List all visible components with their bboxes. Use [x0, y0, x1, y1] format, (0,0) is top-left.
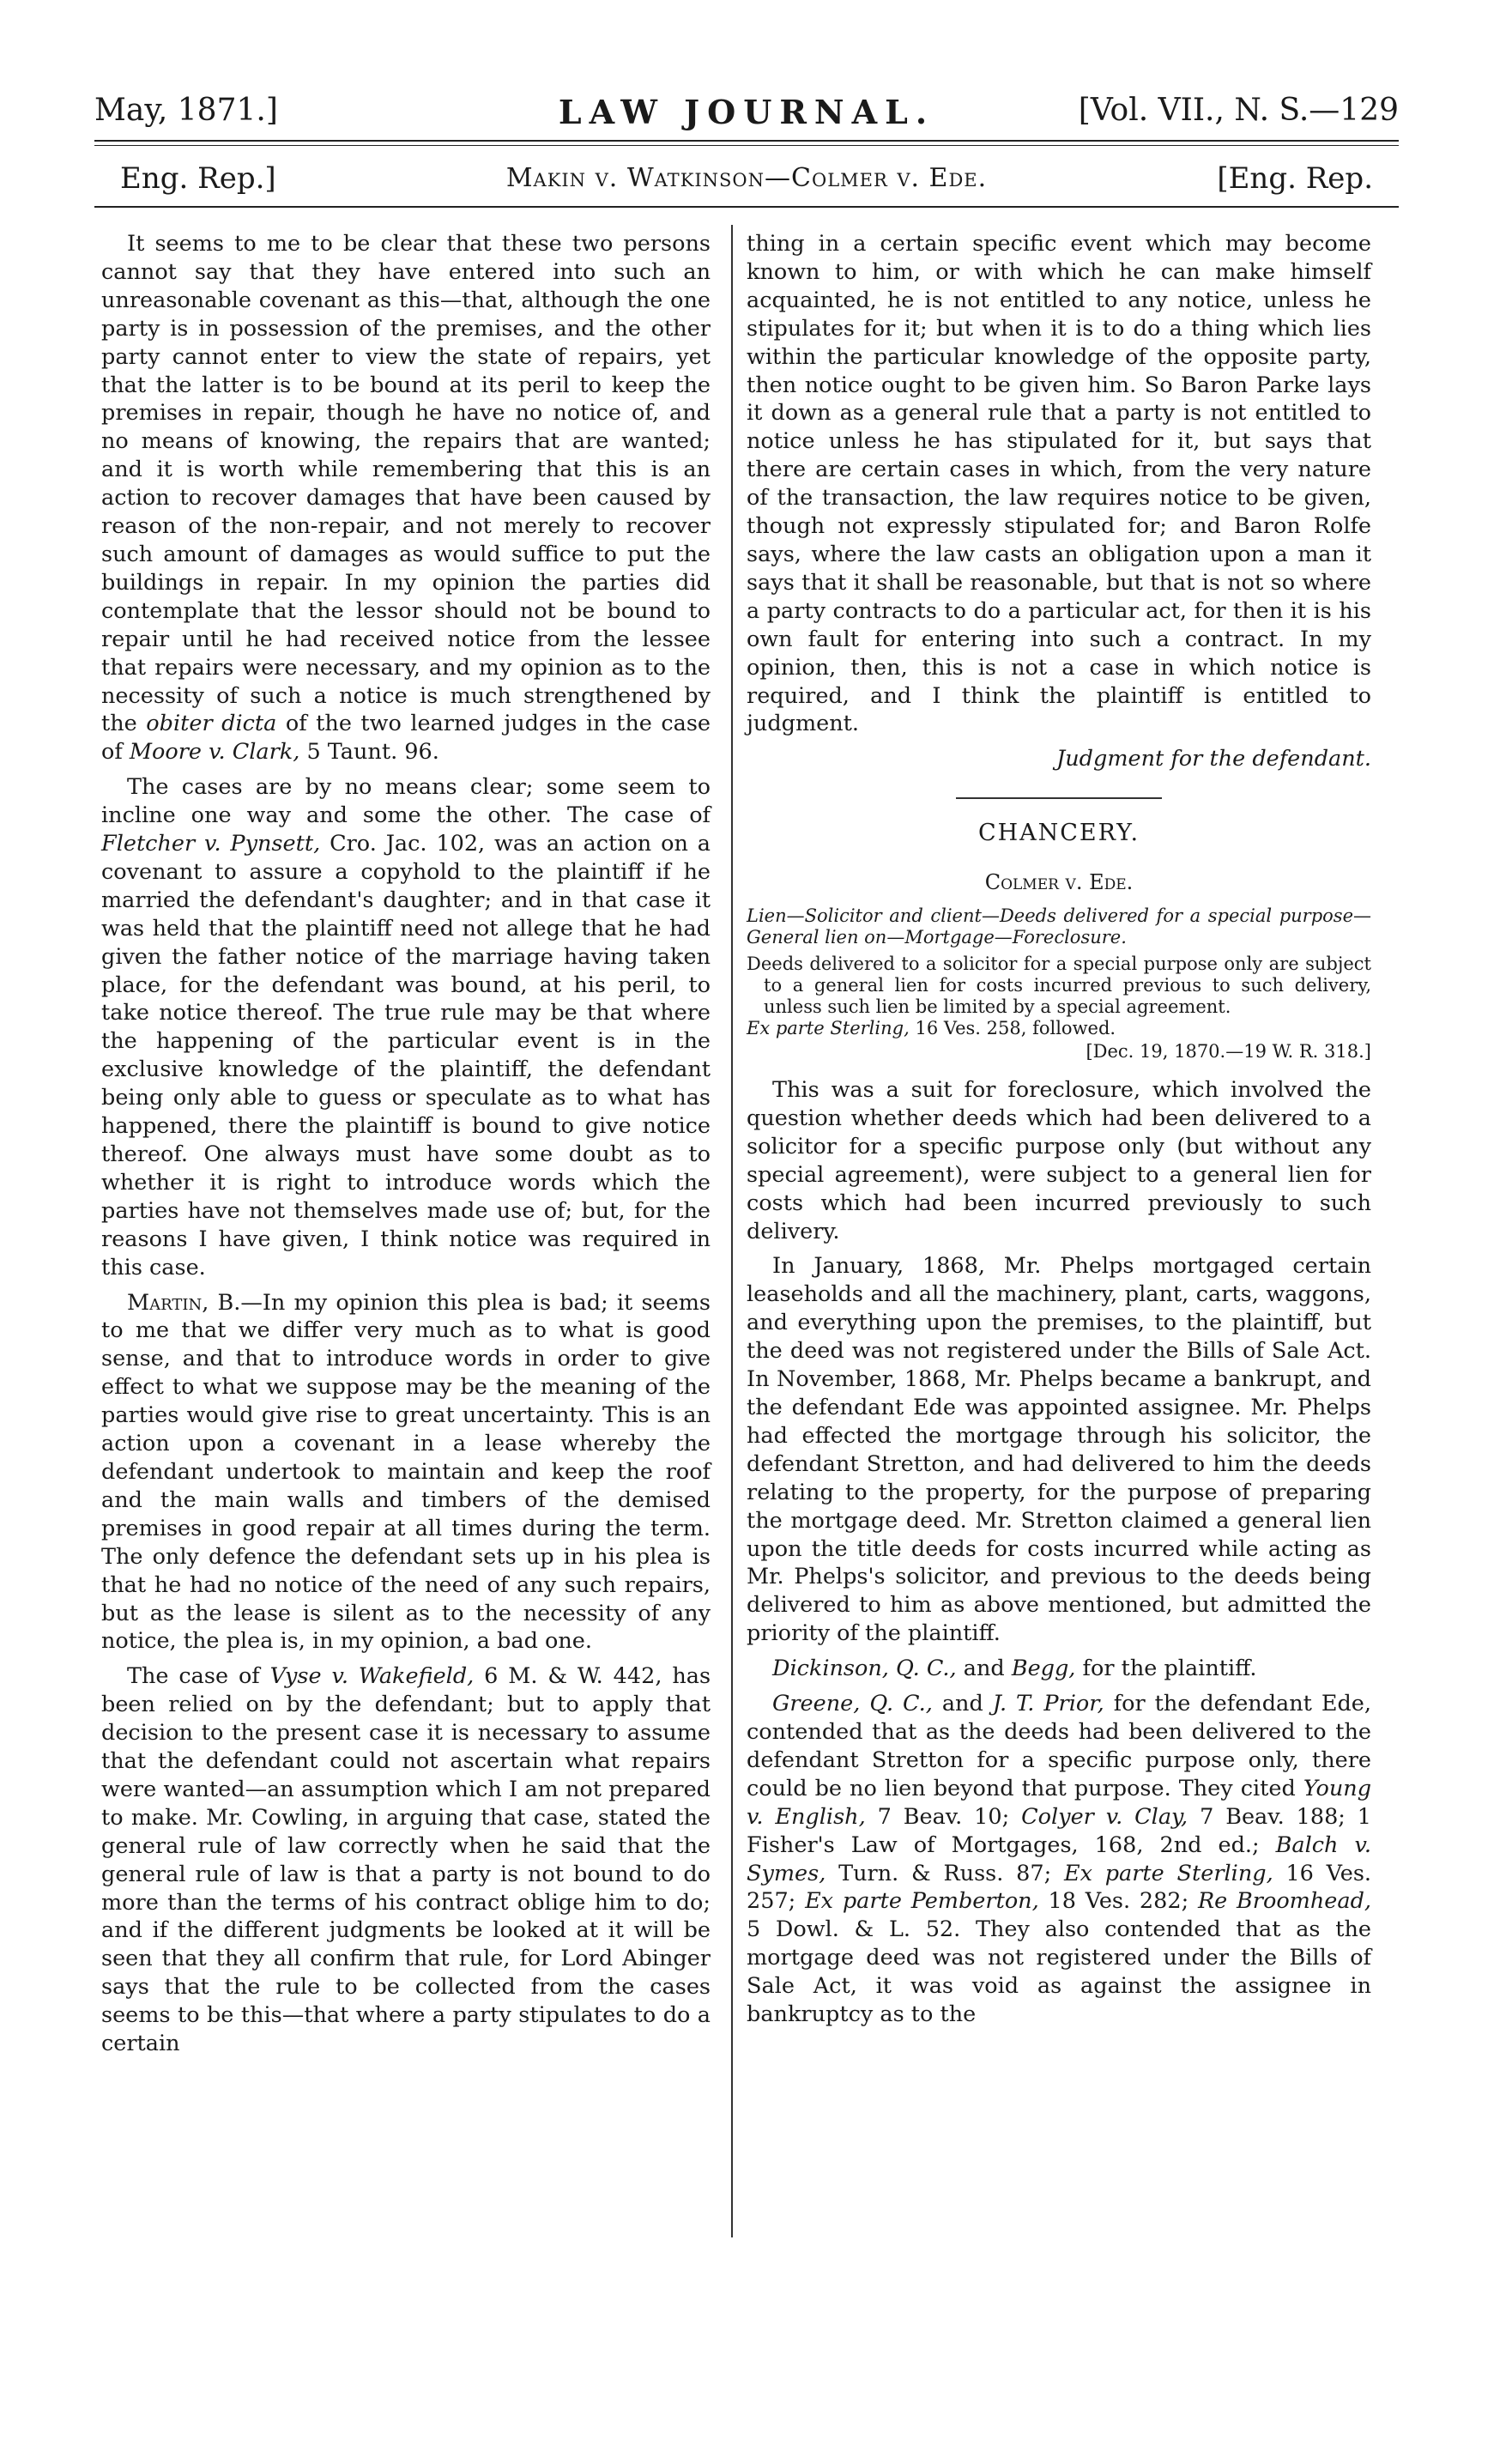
column-divider [731, 225, 733, 2237]
case-name-colyer: Colyer v. Clay, [1021, 1803, 1188, 1830]
counsel-dickinson: Dickinson, Q. C., [772, 1656, 957, 1682]
section-title-chancery: CHANCERY. [977, 820, 1140, 847]
headnote-body: Deeds delivered to a solicitor for a special purpose only are subject to a general lien for costs incurred previous to such delivery, unless such lien be limited by a special agreement. Ex parte Sterling, 16 Ves. 258, followed. [747, 954, 1371, 1039]
running-head-title: LAW JOURNAL. [558, 93, 935, 131]
right-paragraph-4: Dickinson, Q. C., and Begg, for the plaintiff. [772, 1656, 1257, 1682]
left-paragraph-3: Martin, B.—In my opinion this plea is bad; it seems to me that we differ very much as to what is good sense, and that to introduce words in order to give effect to what we suppose may be the meaning of the parties would give rise to great uncertainty. This is an action upon a covenant in a lease whereby the defendant undertook to maintain and keep the roof and the main walls and timbers of the demised premises in good repair at all times during the term. The only defence the defendant sets up in his plea is that he had no notice of the need of any such repairs, but as the lease is silent as to the necessity of any notice, the plea is, in my opinion, a bad one. [101, 1289, 711, 1655]
obiter-dicta: obiter dicta [146, 711, 277, 737]
case-name-broomhead: Re Broomhead, [1197, 1888, 1372, 1915]
right-column [747, 230, 1371, 2036]
left-paragraph-1: It seems to me to be clear that these two persons cannot say that they have entered into such an unreasonable covenant as this—that, although the one party is in possession of the premises, and the other party cannot enter to view the state of repairs, yet that the latter is to be bound at its peril to keep the premises in repair, though he have no notice of, and no means of knowing, the repairs that are wanted; and it is worth while remembering that this is an action to recover damages that have been caused by reason of the non-repair, and not merely to recover such amount of damages as would suffice to put the buildings in repair. In my opinion the parties did contemplate that the lessor should not be bound to repair until he had received notice from the lessee that repairs were necessary, and my opinion as to the necessity of such a notice is much strengthened by the obiter dicta of the two learned judges in the case of Moore v. Clark, 5 Taunt. 96. [101, 231, 711, 766]
right-paragraph-3: In January, 1868, Mr. Phelps mortgaged certain leaseholds and all the machinery, plant, carts, waggons, and everything upon the premises, to the plaintiff, but the deed was not registered under the Bills of Sale Act. In November, 1868, Mr. Phelps became a bankrupt, and the defendant Ede was appointed assignee. Mr. Phelps had effected the mortgage through his solicitor, the defendant Stretton, and had delivered to him the deeds relating to the property, for the purpose of preparing the mortgage deed. Mr. Stretton claimed a general lien upon the title deeds for costs incurred while acting as Mr. Phelps's solicitor, and previous to the deeds being delivered to him as above mentioned, but admitted the priority of the plaintiff. [747, 1253, 1371, 1647]
header-rule-thick [94, 140, 1399, 142]
subhead-rule [94, 206, 1399, 208]
section-divider [956, 797, 1162, 799]
headnote-catchwords: Lien—Solicitor and client—Deeds delivered for a special purpose—General lien on—Mortgage—Foreclosure. [747, 905, 1371, 948]
running-head [94, 93, 1399, 136]
left-paragraph-2: The cases are by no means clear; some seem to incline one way and some the other. The case of Fletcher v. Pynsett, Cro. Jac. 102, was an action on a covenant to assure a copyhold to the plaintiff if he married the defendant's daughter; and in that case it was held that the plaintiff need not allege that he had given the father notice of the marriage having taken place, for the defendant was bound, at his peril, to take notice thereof. The true rule may be that where the happening of the particular event is in the exclusive knowledge of the plaintiff, the defendant being only able to guess or speculate as to what has happened, there the plaintiff is bound to give notice thereof. One always must have some doubt as to whether it is right to introduce words which the parties have not themselves made use of; but, for the reasons I have given, I think notice was required in this case. [101, 774, 711, 1280]
case-name-sterling: Ex parte Sterling, [1063, 1860, 1273, 1886]
case-citation: [Dec. 19, 1870.—19 W. R. 318.] [1086, 1041, 1371, 1063]
case-name-balch: Balch v. Symes, [747, 1831, 1371, 1886]
case-name-vyse: Vyse v. Wakefield, [269, 1663, 475, 1690]
subhead-report-left: Eng. Rep.] [120, 161, 276, 196]
left-paragraph-4: The case of Vyse v. Wakefield, 6 M. & W. 442, has been relied on by the defendant; but to apply that decision to the present case it is necessary to assume that the defendant could not ascertain what repairs were wanted—an assumption which I am not prepared to make. Mr. Cowling, in arguing that case, stated the general rule of law correctly when he said that the general rule of law is that a party is not bound to do more than the terms of his contract oblige him to do; and if the different judgments be looked at it will be seen that they all confirm that rule, for Lord Abinger says that the rule to be collected from the cases seems to be this—that where a party stipulates to do a certain [101, 1663, 711, 2057]
case-name-young: Young v. English, [747, 1775, 1372, 1830]
left-column [101, 230, 711, 2065]
running-head-volume: [Vol. VII., N. S.—129 [1078, 93, 1399, 128]
case-name-pemberton: Ex parte Pemberton, [805, 1888, 1039, 1915]
case-name-fletcher: Fletcher v. Pynsett, [101, 831, 321, 857]
case-name-moore: Moore v. Clark, [129, 739, 300, 766]
case-subhead [120, 161, 1373, 199]
subhead-case-names: Makin v. Watkinson—Colmer v. Ede. [505, 163, 988, 193]
right-paragraph-1: thing in a certain specific event which may become known to him, or with which he can make himself acquainted, he is not entitled to any notice, unless he stipulates for it; but when it is to do a thing which lies within the particular knowledge of the opposite party, then notice ought to be given him. So Baron Parke lays it down as a general rule that a party is not entitled to notice unless he has stipulated for it, but says that there are certain cases in which, from the very nature of the transaction, the law requires notice to be given, though not expressly stipulated for; and Baron Rolfe says, where the law casts an obligation upon a man it says that it shall be reasonable, but that is not so where a party contracts to do a particular act, for then it is his own fault for entering into such a contract. In my opinion, then, this is not a case in which notice is required, and I think the plaintiff is entitled to judgment. [747, 231, 1371, 737]
judgment-line: Judgment for the defendant. [1056, 746, 1371, 772]
subhead-report-right: [Eng. Rep. [1217, 161, 1373, 196]
counsel-greene: Greene, Q. C., [772, 1691, 933, 1717]
counsel-prior: J. T. Prior, [992, 1691, 1104, 1717]
judge-name-martin: Martin, B. [127, 1289, 241, 1316]
counsel-begg: Begg, [1011, 1656, 1076, 1682]
right-paragraph-2: This was a suit for foreclosure, which involved the question whether deeds which had been delivered to a solicitor for a specific purpose only (but without any special agreement), were subject to a general lien for costs which had been incurred previously to such delivery. [747, 1077, 1371, 1244]
case-title-colmer-ede: Colmer v. Ede. [984, 870, 1134, 895]
header-rule-thin [94, 145, 1399, 146]
running-head-date: May, 1871.] [94, 93, 278, 128]
right-paragraph-5: Greene, Q. C., and J. T. Prior, for the defendant Ede, contended that as the deeds had been delivered to the defendant Stretton for a specific purpose only, there could be no lien beyond that purpose. They cited Young v. English, 7 Beav. 10; Colyer v. Clay, 7 Beav. 188; 1 Fisher's Law of Mortgages, 168, 2nd ed.; Balch v. Symes, Turn. & Russ. 87; Ex parte Sterling, 16 Ves. 257; Ex parte Pemberton, 18 Ves. 282; Re Broomhead, 5 Dowl. & L. 52. They also contended that as the mortgage deed was not registered under the Bills of Sale Act, it was void as against the assignee in bankruptcy as to the [747, 1691, 1372, 2028]
headnote-followed: Ex parte Sterling, 16 Ves. 258, followed. [747, 1018, 1116, 1039]
